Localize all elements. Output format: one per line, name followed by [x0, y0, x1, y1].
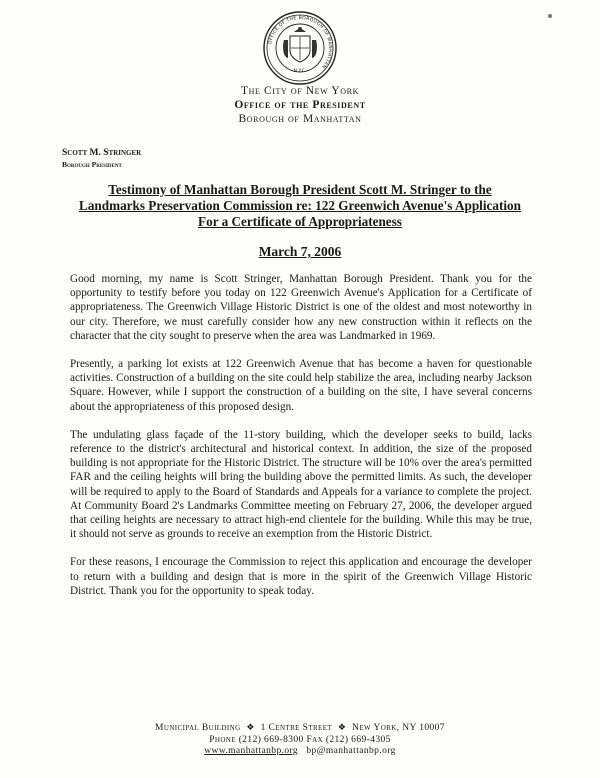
email-address[interactable]: bp@manhattanbp.org	[306, 746, 396, 756]
paragraph-2: Presently, a parking lot exists at 122 Greenwich Avenue that has become a haven for questionable activities. Construction of a building on the site could help stabilize the area, including nearby Jackson Square. However, while I support the construction of a building on the site, I have several concerns about the appropriateness of this proposed design.	[70, 358, 532, 413]
diamond-icon: ❖	[246, 722, 255, 732]
seal-ring-text: OFFICE OF THE BOROUGH OF MANHATTAN	[268, 15, 333, 70]
title-line-2: Landmarks Preservation Commission re: 122 Greenwich Avenue's Application	[79, 198, 521, 213]
title-line-1: Testimony of Manhattan Borough President Scott M. Stringer to the	[108, 182, 492, 197]
sender-name: Scott M. Stringer	[62, 148, 142, 158]
paragraph-1: Good morning, my name is Scott Stringer, Manhattan Borough President. Thank you for the opportunity to testify before you today on 122 Greenwich Avenue's Application for a Certificate of appropriateness. The Greenwich Village Historic District is one of the oldest and most noteworthy in our city. Therefore, we must carefully consider how any new construction within it reflects on the character that the city sought to preserve when the area was Landmarked in 1969.	[70, 273, 532, 342]
letterhead-city: The City of New York	[241, 85, 359, 97]
footer-contact	[0, 735, 600, 747]
footer-building: Municipal Building	[155, 723, 241, 733]
website-link[interactable]: www.manhattanbp.org	[204, 746, 299, 756]
footer	[0, 722, 600, 758]
footer-web	[0, 746, 600, 758]
footer-address	[0, 722, 600, 735]
footer-phone: Phone (212) 669-8300	[209, 734, 304, 745]
diamond-icon: ❖	[337, 722, 347, 732]
footer-city: New York, NY 10007	[352, 723, 445, 733]
testimony-body	[70, 272, 532, 612]
borough-seal-icon	[262, 10, 338, 86]
title-line-3: For a Certificate of Appropriateness	[198, 214, 402, 229]
testimony-date: March 7, 2006	[258, 244, 342, 259]
sender-block	[62, 148, 141, 170]
paragraph-4: For these reasons, I encourage the Commission to reject this application and encourage the developer to return with a building and design that is more in the spirit of the Greenwich Village Historic District. Thank you for the opportunity to speak today.	[70, 556, 532, 597]
letterhead-office: Office of the President	[234, 99, 366, 111]
testimony-title	[40, 182, 560, 230]
sender-title: Borough President	[62, 160, 122, 169]
letterhead	[0, 84, 600, 126]
footer-fax: Fax (212) 669-4305	[306, 734, 391, 745]
paragraph-3: The undulating glass façade of the 11-story building, which the developer seeks to build, lacks reference to the district's architectural and historical context. In addition, the size of the proposed building is not appropriate for the Historic District. The structure will be 10% over the area's permitted FAR and the ceiling heights will bring the building above the permitted limits. As such, the developer will be required to apply to the Board of Standards and Appeals for a variance to complete the project. At Community Board 2's Landmarks Committee meeting on February 27, 2006, the developer argued that ceiling heights are necessary to attract high-end clientele for the building. While this may be true, it should not serve as grounds to receive an exemption from the Historic District.	[70, 428, 532, 541]
seal-bottom-text: N.Y.C.	[293, 69, 307, 74]
footer-street: 1 Centre Street	[260, 723, 333, 733]
scan-speck	[548, 14, 552, 18]
letterhead-borough: Borough of Manhattan	[238, 113, 362, 125]
